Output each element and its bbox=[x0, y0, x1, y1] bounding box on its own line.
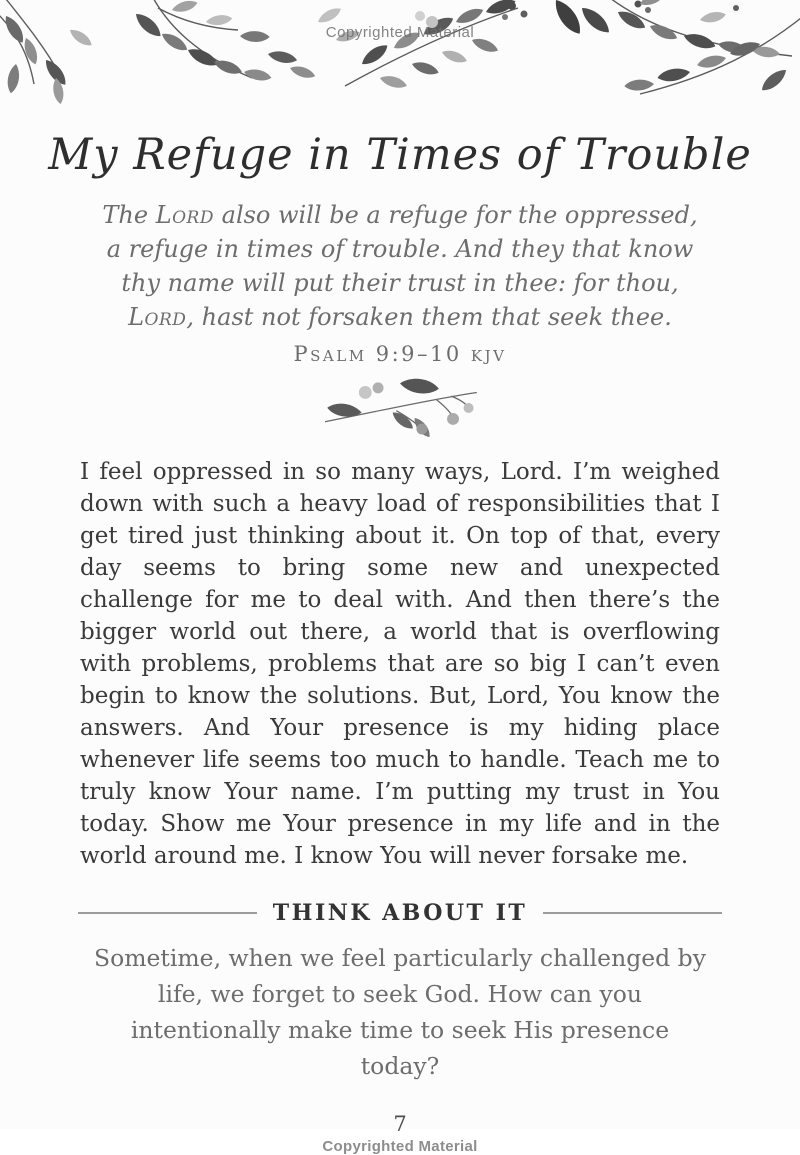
scripture-line bbox=[0, 232, 800, 266]
think-about-it-heading: THINK ABOUT IT bbox=[272, 900, 528, 926]
left-rule bbox=[78, 912, 257, 914]
page-title: My Refuge in Times of Trouble bbox=[48, 130, 752, 180]
bottom-copyright-notice: Copyrighted Material bbox=[322, 1138, 478, 1155]
scripture-smallcaps: Lord bbox=[128, 303, 187, 331]
top-foliage-decoration bbox=[0, 0, 800, 100]
page-content bbox=[0, 100, 800, 1155]
devotion-text: I feel oppressed in so many ways, Lord. I’m weighed down with such a heavy load of responsibilities that I get tired just thinking about it. On top of that, every day seems to bring some new and unexpected challenge for me to deal with. And then there’s the bigger world out there, a world that is overflowing with problems, problems that are so big I can’t even begin to know the solutions. But, Lord, You know the answers. And Your presence is my hiding place whenever life seems too much to handle. Teach me to truly know Your name. I’m putting my trust in You today. Show me Your presence in my life and in the world around me. I know You will never forsake me. bbox=[80, 459, 720, 869]
scripture-line bbox=[0, 198, 800, 232]
scripture-line bbox=[0, 300, 800, 334]
right-rule bbox=[543, 912, 722, 914]
top-copyright-notice: Copyrighted Material bbox=[325, 24, 475, 41]
reflection-text: Sometime, when we feel particularly challenged by life, we forget to seek God. How can you intentionally make time to seek His presence today? bbox=[93, 944, 706, 1080]
think-about-it-header bbox=[78, 900, 722, 926]
scripture-reference: Psalm 9:9–10 kjv bbox=[293, 342, 507, 366]
scripture-line-text: , hast not forsaken them that seek thee. bbox=[186, 303, 672, 331]
scripture-smallcaps: Lord bbox=[155, 201, 214, 229]
scripture-line-text: thy name will put their trust in thee: for thou, bbox=[121, 269, 679, 297]
sprig-decoration bbox=[300, 376, 500, 440]
scripture-quote bbox=[0, 198, 800, 334]
scripture-line-text: also will be a refuge for the oppressed, bbox=[214, 201, 698, 229]
page-number: 7 bbox=[393, 1112, 407, 1136]
scripture-line bbox=[0, 266, 800, 300]
scripture-line-text: The bbox=[102, 201, 156, 229]
scripture-line-text: a refuge in times of trouble. And they that know bbox=[106, 235, 694, 263]
